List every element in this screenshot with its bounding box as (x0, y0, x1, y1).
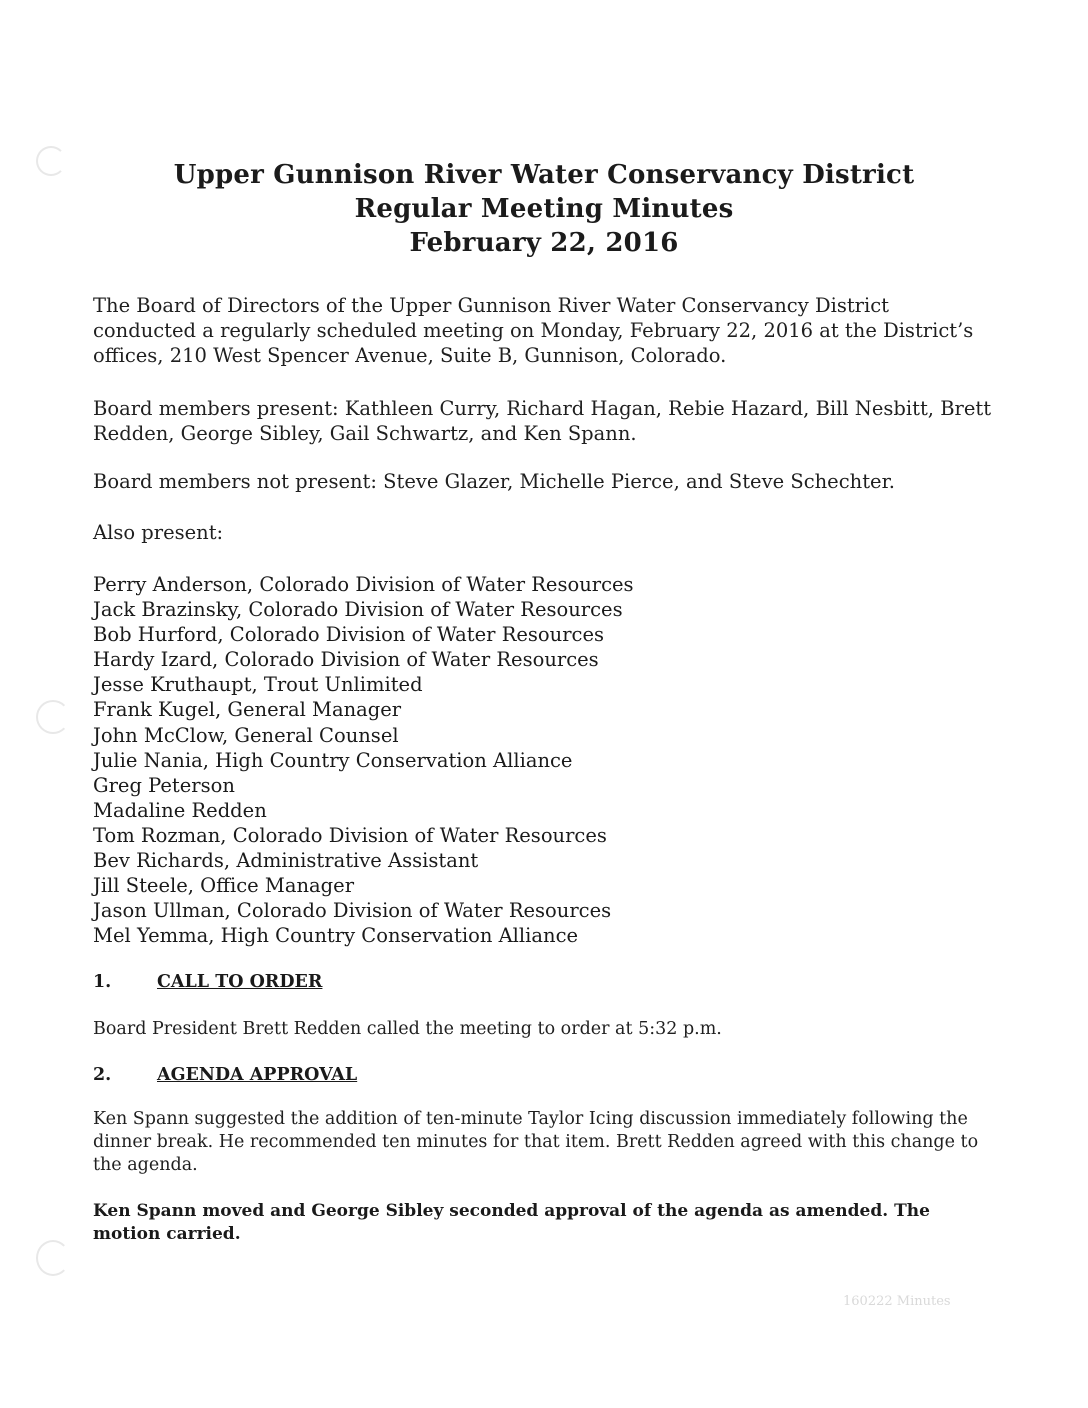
section-title: AGENDA APPROVAL (157, 1065, 358, 1085)
title-meeting-type: Regular Meeting Minutes (354, 194, 734, 224)
punch-hole-mark-middle (36, 700, 70, 734)
agenda-approval-text: Ken Spann suggested the addition of ten-minute Taylor Icing discussion immediately following the dinner break. He recommended ten minutes for that item. Brett Redden agreed with this change to the agenda. (93, 1109, 979, 1175)
agenda-motion-text: Ken Spann moved and George Sibley seconded approval of the agenda as amended. The motion carried. (93, 1201, 930, 1244)
also-present-label: Also present: (93, 521, 224, 544)
attendee-item: Greg Peterson (93, 773, 235, 797)
title-date: February 22, 2016 (409, 228, 679, 258)
section-heading-call-to-order (93, 972, 322, 992)
call-to-order-text: Board President Brett Redden called the meeting to order at 5:32 p.m. (93, 1019, 722, 1039)
attendee-item: John McClow, General Counsel (93, 723, 399, 747)
intro-paragraph: The Board of Directors of the Upper Gunnison River Water Conservancy District conducted a regularly scheduled meeting on Monday, February 22, 2016 at the District’s offices, 210 West Spencer Avenue, Suite B, Gunnison, Colorado. (93, 294, 974, 367)
section-title: CALL TO ORDER (157, 972, 323, 992)
attendee-item: Jesse Kruthaupt, Trout Unlimited (93, 673, 423, 697)
attendee-item: Frank Kugel, General Manager (93, 698, 402, 722)
members-present-paragraph: Board members present: Kathleen Curry, Richard Hagan, Rebie Hazard, Bill Nesbitt, Brett Redden, George Sibley, Gail Schwartz, and Ken Spann. (93, 397, 992, 445)
attendee-item: Perry Anderson, Colorado Division of Water Resources (93, 573, 634, 596)
attendee-item: Jack Brazinsky, Colorado Division of Water Resources (93, 598, 623, 622)
section-heading-agenda-approval (93, 1065, 357, 1085)
attendee-item: Madaline Redden (93, 798, 267, 822)
title-organization: Upper Gunnison River Water Conservancy District (173, 160, 915, 190)
attendee-item: Mel Yemma, High Country Conservation Alliance (93, 924, 579, 948)
footer-file-label: 160222 Minutes (843, 1294, 951, 1309)
attendee-item: Julie Nania, High Country Conservation Alliance (93, 748, 573, 772)
members-absent-paragraph: Board members not present: Steve Glazer, Michelle Pierce, and Steve Schechter. (93, 470, 895, 493)
attendee-item: Bev Richards, Administrative Assistant (93, 849, 479, 873)
attendee-item: Hardy Izard, Colorado Division of Water Resources (93, 648, 599, 672)
attendee-item: Jason Ullman, Colorado Division of Water Resources (93, 899, 612, 923)
attendee-item: Jill Steele, Office Manager (93, 874, 355, 898)
attendee-list (93, 572, 634, 948)
document-title (0, 158, 1088, 260)
attendee-item: Bob Hurford, Colorado Division of Water Resources (93, 623, 605, 647)
punch-hole-mark-bottom (36, 1240, 70, 1276)
attendee-item: Tom Rozman, Colorado Division of Water Resources (93, 823, 607, 847)
section-number: 2. (93, 1065, 112, 1085)
section-number: 1. (93, 972, 112, 992)
